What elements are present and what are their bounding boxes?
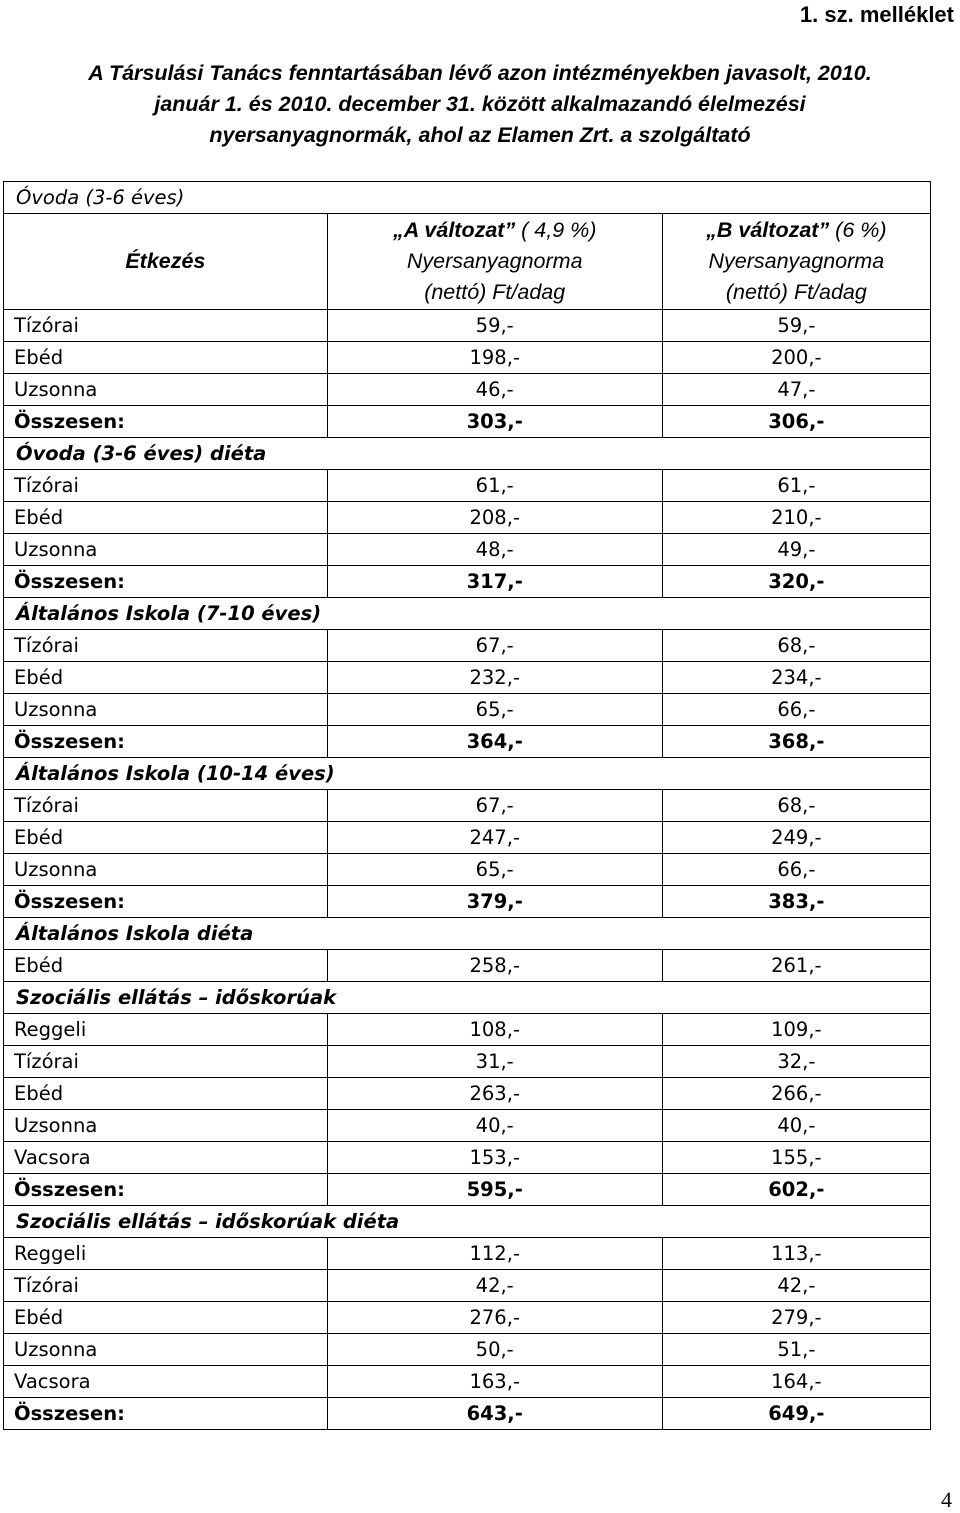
header-meal: Étkezés bbox=[4, 214, 328, 310]
table-row bbox=[4, 662, 931, 694]
section-label: Szociális ellátás – időskorúak diéta bbox=[4, 1206, 931, 1238]
variant-a-value: 317,- bbox=[327, 566, 662, 598]
total-row bbox=[4, 406, 931, 438]
meal-label: Uzsonna bbox=[4, 1334, 328, 1366]
page-number: 4 bbox=[941, 1487, 952, 1512]
variant-a-value: 303,- bbox=[327, 406, 662, 438]
meal-label: Vacsora bbox=[4, 1366, 328, 1398]
variant-a-value: 112,- bbox=[327, 1238, 662, 1270]
variant-a-value: 67,- bbox=[327, 630, 662, 662]
section-row bbox=[4, 438, 931, 470]
table-row bbox=[4, 1110, 931, 1142]
variant-b-value: 40,- bbox=[662, 1110, 930, 1142]
table-row bbox=[4, 630, 931, 662]
total-row bbox=[4, 566, 931, 598]
table-row bbox=[4, 374, 931, 406]
section-row bbox=[4, 982, 931, 1014]
variant-b-value: 59,- bbox=[662, 310, 930, 342]
variant-a-value: 643,- bbox=[327, 1398, 662, 1430]
variant-b-value: 210,- bbox=[662, 502, 930, 534]
variant-b-value: 42,- bbox=[662, 1270, 930, 1302]
section-label: Általános Iskola (10-14 éves) bbox=[4, 758, 931, 790]
table-row bbox=[4, 502, 931, 534]
variant-a-value: 263,- bbox=[327, 1078, 662, 1110]
table-row bbox=[4, 534, 931, 566]
table-row bbox=[4, 1302, 931, 1334]
variant-b-value: 66,- bbox=[662, 854, 930, 886]
variant-a-value: 67,- bbox=[327, 790, 662, 822]
meal-label: Uzsonna bbox=[4, 694, 328, 726]
variant-a-value: 50,- bbox=[327, 1334, 662, 1366]
meal-label: Ebéd bbox=[4, 1078, 328, 1110]
variant-b-value: 320,- bbox=[662, 566, 930, 598]
table-row bbox=[4, 470, 931, 502]
variant-b-value: 383,- bbox=[662, 886, 930, 918]
variant-b-value: 68,- bbox=[662, 790, 930, 822]
meal-label: Vacsora bbox=[4, 1142, 328, 1174]
header-variant-b: „B változat” (6 %) Nyersanyagnorma (nettó) Ft/adag bbox=[662, 214, 930, 310]
variant-b-value: 51,- bbox=[662, 1334, 930, 1366]
total-row bbox=[4, 1174, 931, 1206]
variant-b-value: 266,- bbox=[662, 1078, 930, 1110]
variant-a-value: 65,- bbox=[327, 694, 662, 726]
meal-label: Ebéd bbox=[4, 502, 328, 534]
meal-label: Tízórai bbox=[4, 630, 328, 662]
variant-a-value: 232,- bbox=[327, 662, 662, 694]
variant-b-value: 234,- bbox=[662, 662, 930, 694]
variant-b-value: 109,- bbox=[662, 1014, 930, 1046]
total-row bbox=[4, 886, 931, 918]
table-row bbox=[4, 310, 931, 342]
meal-label: Tízórai bbox=[4, 310, 328, 342]
meal-label: Tízórai bbox=[4, 790, 328, 822]
variant-a-value: 198,- bbox=[327, 342, 662, 374]
meal-label: Reggeli bbox=[4, 1014, 328, 1046]
variant-a-value: 153,- bbox=[327, 1142, 662, 1174]
variant-b-value: 49,- bbox=[662, 534, 930, 566]
variant-a-value: 258,- bbox=[327, 950, 662, 982]
meal-label: Összesen: bbox=[4, 1398, 328, 1430]
variant-a-value: 42,- bbox=[327, 1270, 662, 1302]
variant-b-value: 649,- bbox=[662, 1398, 930, 1430]
section-label: Óvoda (3-6 éves) diéta bbox=[4, 438, 931, 470]
meal-label: Ebéd bbox=[4, 950, 328, 982]
header-row bbox=[4, 214, 931, 310]
section-label: Szociális ellátás – időskorúak bbox=[4, 982, 931, 1014]
variant-b-value: 306,- bbox=[662, 406, 930, 438]
meal-label: Tízórai bbox=[4, 1270, 328, 1302]
variant-b-value: 155,- bbox=[662, 1142, 930, 1174]
variant-a-value: 48,- bbox=[327, 534, 662, 566]
table-row bbox=[4, 950, 931, 982]
meal-label: Reggeli bbox=[4, 1238, 328, 1270]
section-row bbox=[4, 598, 931, 630]
variant-b-value: 279,- bbox=[662, 1302, 930, 1334]
section-row bbox=[4, 1206, 931, 1238]
section-row bbox=[4, 918, 931, 950]
variant-b-value: 68,- bbox=[662, 630, 930, 662]
table-row bbox=[4, 1334, 931, 1366]
table-row bbox=[4, 822, 931, 854]
table-row bbox=[4, 1142, 931, 1174]
section-label: Általános Iskola (7-10 éves) bbox=[4, 598, 931, 630]
table-row bbox=[4, 1270, 931, 1302]
meal-label: Összesen: bbox=[4, 1174, 328, 1206]
meal-label: Összesen: bbox=[4, 726, 328, 758]
table-row bbox=[4, 694, 931, 726]
meal-label: Uzsonna bbox=[4, 374, 328, 406]
total-row bbox=[4, 1398, 931, 1430]
meal-label: Tízórai bbox=[4, 1046, 328, 1078]
variant-b-value: 113,- bbox=[662, 1238, 930, 1270]
table-row bbox=[4, 1046, 931, 1078]
table-row bbox=[4, 1014, 931, 1046]
variant-a-value: 108,- bbox=[327, 1014, 662, 1046]
title-line-3: nyersanyagnormák, ahol az Elamen Zrt. a szolgáltató bbox=[209, 123, 751, 147]
variant-b-value: 61,- bbox=[662, 470, 930, 502]
section-row bbox=[4, 758, 931, 790]
table-row bbox=[4, 1238, 931, 1270]
variant-a-value: 379,- bbox=[327, 886, 662, 918]
title-line-1: A Társulási Tanács fenntartásában lévő azon intézményekben javasolt, 2010. bbox=[88, 61, 872, 85]
meal-label: Összesen: bbox=[4, 406, 328, 438]
section-label: Általános Iskola diéta bbox=[4, 918, 931, 950]
table-row bbox=[4, 1366, 931, 1398]
meal-label: Ebéd bbox=[4, 662, 328, 694]
variant-b-value: 164,- bbox=[662, 1366, 930, 1398]
table-row bbox=[4, 854, 931, 886]
section-label: Óvoda (3-6 éves) bbox=[4, 182, 931, 214]
variant-a-value: 59,- bbox=[327, 310, 662, 342]
table-row bbox=[4, 1078, 931, 1110]
header-variant-a: „A változat” ( 4,9 %) Nyersanyagnorma (nettó) Ft/adag bbox=[327, 214, 662, 310]
variant-b-value: 602,- bbox=[662, 1174, 930, 1206]
variant-b-value: 32,- bbox=[662, 1046, 930, 1078]
variant-b-value: 261,- bbox=[662, 950, 930, 982]
meal-label: Összesen: bbox=[4, 886, 328, 918]
meal-label: Összesen: bbox=[4, 566, 328, 598]
variant-a-value: 208,- bbox=[327, 502, 662, 534]
variant-a-value: 40,- bbox=[327, 1110, 662, 1142]
table-row bbox=[4, 790, 931, 822]
meal-label: Uzsonna bbox=[4, 534, 328, 566]
variant-a-value: 31,- bbox=[327, 1046, 662, 1078]
norm-table bbox=[3, 181, 931, 1430]
variant-a-value: 65,- bbox=[327, 854, 662, 886]
meal-label: Ebéd bbox=[4, 342, 328, 374]
variant-b-value: 66,- bbox=[662, 694, 930, 726]
variant-a-value: 595,- bbox=[327, 1174, 662, 1206]
meal-label: Ebéd bbox=[4, 822, 328, 854]
total-row bbox=[4, 726, 931, 758]
variant-a-value: 163,- bbox=[327, 1366, 662, 1398]
variant-b-value: 200,- bbox=[662, 342, 930, 374]
meal-label: Uzsonna bbox=[4, 1110, 328, 1142]
document-title bbox=[0, 58, 960, 151]
meal-label: Tízórai bbox=[4, 470, 328, 502]
variant-a-value: 46,- bbox=[327, 374, 662, 406]
variant-b-value: 249,- bbox=[662, 822, 930, 854]
variant-b-value: 368,- bbox=[662, 726, 930, 758]
variant-b-value: 47,- bbox=[662, 374, 930, 406]
meal-label: Uzsonna bbox=[4, 854, 328, 886]
variant-a-value: 61,- bbox=[327, 470, 662, 502]
variant-a-value: 247,- bbox=[327, 822, 662, 854]
variant-a-value: 364,- bbox=[327, 726, 662, 758]
table-row bbox=[4, 342, 931, 374]
title-line-2: január 1. és 2010. december 31. között alkalmazandó élelmezési bbox=[154, 92, 806, 116]
meal-label: Ebéd bbox=[4, 1302, 328, 1334]
variant-a-value: 276,- bbox=[327, 1302, 662, 1334]
section-row bbox=[4, 182, 931, 214]
annex-label: 1. sz. melléklet bbox=[799, 2, 954, 27]
